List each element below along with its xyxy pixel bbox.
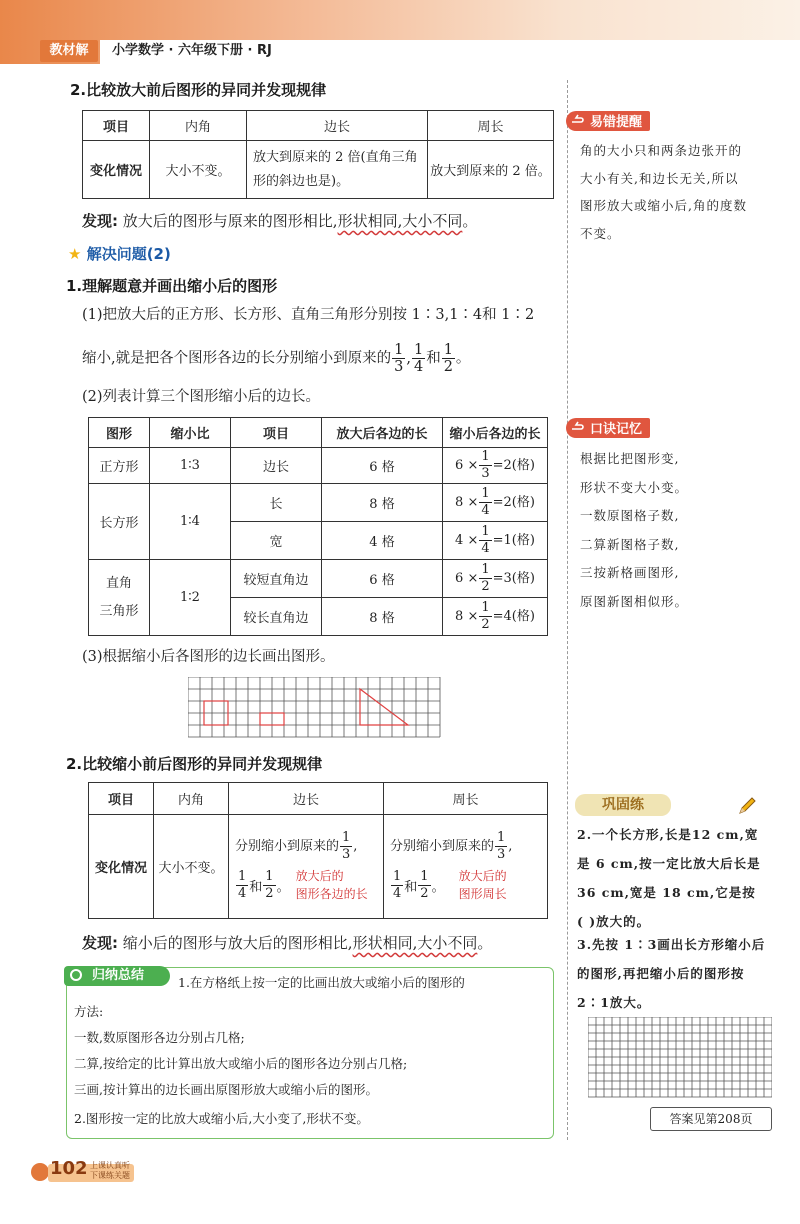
reduced-triangle	[360, 689, 408, 725]
col-header: 图形	[89, 418, 150, 448]
section-heading-compare-enlarge: 2.比较放大前后图形的异同并发现规律	[70, 81, 327, 99]
footer-slogan: 上课认真听 下课练关题	[90, 1161, 130, 1180]
paragraph-1-line-1: (1)把放大后的正方形、长方形、直角三角形分别按 1∶3,1∶4和 1∶2	[82, 307, 535, 323]
pointing-hand-icon	[570, 420, 586, 436]
row-label: 变化情况	[89, 815, 154, 919]
table-row: 较长直角边 8 格 8 × $\frac{1}{2}$ =4(格)	[89, 598, 548, 636]
solve-problem-title: ★ 解决问题(2)	[68, 245, 171, 263]
summary-line: 三画,按计算出的边长画出原图形放大或缩小后的图形。	[74, 1082, 378, 1097]
cell-side: 放大到原来的 2 倍(直角三角形的斜边也是)。	[247, 141, 428, 199]
paragraph-3: (3)根据缩小后各图形的边长画出图形。	[82, 649, 335, 665]
rhyme-memory-badge: 口诀记忆	[566, 418, 650, 438]
fraction: $\frac{1}{4}$	[413, 342, 424, 375]
rhyme-text: 根据比把图形变, 形状不变大小变。 一数原图格子数, 二算新图格子数, 三按新格画图形, 原图新图相似形。	[580, 451, 689, 609]
summary-line: 一数,数原图形各边分别占几格;	[74, 1030, 245, 1045]
section-heading-understand: 1.理解题意并画出缩小后的图形	[66, 277, 278, 295]
cell-perimeter: 放大到原来的 2 倍。	[428, 141, 554, 199]
star-icon: ★	[68, 245, 82, 263]
col-header: 项目	[83, 111, 150, 141]
col-header: 内角	[154, 783, 229, 815]
compare-reduce-table	[88, 782, 548, 919]
col-header: 边长	[247, 111, 428, 141]
summary-line: 1.在方格纸上按一定的比画出放大或缩小后的图形的	[178, 975, 465, 990]
col-header: 缩小后各边的长	[443, 418, 548, 448]
table-row: 直角 三角形 1∶2 较短直角边 6 格 6 × $\frac{1}{2}$ =3(格)	[89, 560, 548, 598]
practice-tag: 巩固练	[575, 794, 671, 816]
paragraph-2: (2)列表计算三个图形缩小后的边长。	[82, 389, 321, 405]
question-2: 2.一个长方形,长是12 cm,宽 是 6 cm,按一定比放大后长是 36 cm,宽是 18 cm,它是按 ( )放大的。	[577, 827, 761, 929]
fraction: $\frac{1}{3}$	[394, 342, 404, 375]
question-3: 3.先按 1∶3画出长方形缩小后 的图形,再把缩小后的图形按 2∶1放大。	[577, 937, 766, 1010]
col-header: 内角	[150, 111, 247, 141]
pencil-icon	[736, 795, 758, 817]
summary-line: 方法:	[74, 1004, 104, 1019]
pointing-hand-icon	[570, 113, 586, 129]
mistake-reminder-badge: 易错提醒	[566, 111, 650, 131]
header-title: 小学数学 · 六年级下册 · RJ	[112, 43, 272, 58]
summary-tag: 归纳总结	[64, 966, 170, 986]
col-header: 项目	[89, 783, 154, 815]
summary-line: 2.图形按一定的比放大或缩小后,大小变了,形状不变。	[74, 1111, 369, 1126]
target-icon	[70, 969, 82, 981]
mistake-reminder-text: 角的大小只和两条边张开的 大小有关,和边长无关,所以 图形放大或缩小后,角的度数 不变。	[580, 143, 747, 241]
table-row: 长方形 1∶4 长 8 格 8 × $\frac{1}{4}$ =2(格)	[89, 484, 548, 522]
row-label: 变化情况	[83, 141, 150, 199]
finding-reduce: 发现: 缩小后的图形与放大后的图形相比,形状相同,大小不同。	[82, 934, 493, 952]
table-row: 正方形 1∶3 边长 6 格 6 × $\frac{1}{3}$ =2(格)	[89, 448, 548, 484]
col-header: 缩小比	[150, 418, 231, 448]
paragraph-1-line-2: 缩小,就是把各个图形各边的长分别缩小到原来的 $\frac{1}{3}$ , $\frac{1}{4}$ 和 $\frac{1}{2}$ 。	[82, 342, 471, 375]
page-number: 102	[50, 1158, 88, 1179]
fraction: $\frac{1}{2}$	[443, 342, 453, 375]
compare-enlarge-table	[82, 110, 554, 199]
answer-reference: 答案见第208页	[650, 1107, 772, 1131]
cell-perimeter: 分别缩小到原来的 $\frac{1}{3}$ , $\frac{1}{4}$ 和 $\frac{1}{2}$ 。 放大后的 图形周长	[384, 815, 548, 919]
summary-line: 二算,按给定的比计算出放大或缩小后的图形各边分别占几格;	[74, 1056, 408, 1071]
section-heading-compare-reduce: 2.比较缩小前后图形的异同并发现规律	[66, 755, 323, 773]
col-header: 边长	[229, 783, 384, 815]
header-tag: 教材解	[40, 40, 98, 62]
reduced-shapes-grid	[188, 677, 444, 739]
practice-grid	[588, 1017, 772, 1101]
column-divider	[567, 80, 568, 1140]
calc-table	[88, 417, 548, 636]
col-header: 项目	[231, 418, 322, 448]
finding-enlarge: 发现: 放大后的图形与原来的图形相比,形状相同,大小不同。	[82, 212, 478, 230]
cell-angle: 大小不变。	[154, 815, 229, 919]
col-header: 放大后各边的长	[322, 418, 443, 448]
cell-angle: 大小不变。	[150, 141, 247, 199]
cell-side: 分别缩小到原来的 $\frac{1}{3}$ , $\frac{1}{4}$ 和 $\frac{1}{2}$ 。 放大后的 图形各边的长	[229, 815, 384, 919]
col-header: 周长	[384, 783, 548, 815]
col-header: 周长	[428, 111, 554, 141]
table-row: 宽 4 格 4 × $\frac{1}{4}$ =1(格)	[89, 522, 548, 560]
